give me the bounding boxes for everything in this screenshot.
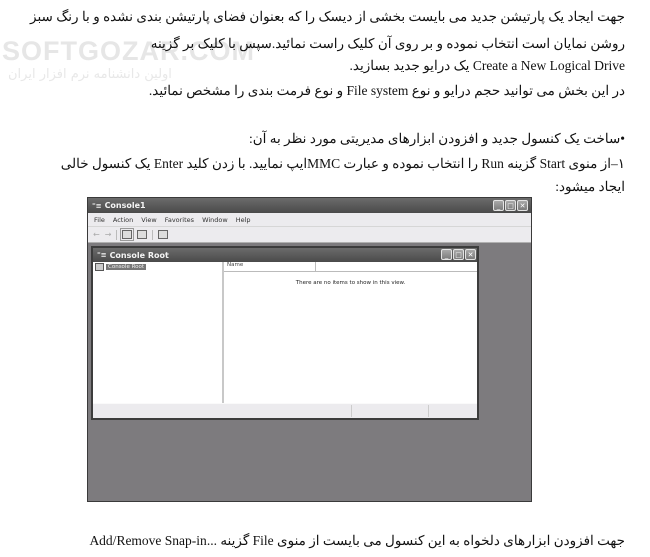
toolbar-separator: [116, 230, 117, 240]
maximize-button[interactable]: □: [505, 200, 516, 211]
toolbar-separator: [152, 230, 153, 240]
watermark-brand: SOFTGOZAR.COM: [2, 36, 255, 66]
console-root-titlebar: [93, 248, 477, 262]
toolbar: [88, 227, 531, 243]
status-divider: [351, 405, 352, 417]
details-pane: [224, 262, 477, 404]
paragraph-1-line-1: جهت ایجاد یک پارتیشن جدید می بایست بخشی از دیسک را که بعنوان فضای پارتیشن بندی نشده و با رنگ سبز: [30, 9, 625, 24]
forward-arrow-icon[interactable]: →: [104, 230, 112, 239]
paragraph-1-line-2: روشن نمایان است انتخاب نموده و بر روی آن کلیک راست نمائید.سپس با کلیک بر گزینه: [150, 36, 625, 51]
mmc-console-window: [87, 197, 532, 502]
status-divider: [428, 405, 429, 417]
column-header-empty[interactable]: [316, 262, 477, 271]
tree-item-console-root[interactable]: [95, 263, 222, 271]
paragraph-1-line-3: Create a New Logical Drive یک درایو جدید بسازید.: [349, 58, 625, 73]
paragraph-2: در این بخش می توانید حجم درایو و نوع File system و نوع فرمت بندی را مشخص نمائید.: [148, 83, 625, 98]
minimize-button[interactable]: _: [493, 200, 504, 211]
console-root-title: Console Root: [109, 250, 169, 260]
menu-help[interactable]: Help: [235, 215, 251, 224]
watermark-tagline: اولین دانشنامه نرم افزار ایران: [8, 67, 172, 82]
menu-window[interactable]: Window: [202, 215, 228, 224]
export-list-icon[interactable]: [137, 230, 147, 239]
show-hide-console-tree-icon[interactable]: [122, 230, 132, 239]
folder-icon: [95, 263, 104, 271]
step-1-line-2: ایجاد میشود:: [555, 179, 625, 194]
back-arrow-icon[interactable]: ←: [93, 230, 100, 239]
menu-file[interactable]: File: [94, 215, 105, 224]
close-button[interactable]: ✕: [517, 200, 528, 211]
console-tree-pane: [93, 262, 224, 404]
mmc-child-icon: ⁼≡: [97, 251, 107, 259]
step-1-line-1: ۱–از منوی Start گزینه Run را انتخاب نموده و عبارت MMCایپ نمایید. با زدن کلید Enter یک کنسول خالی: [60, 156, 625, 171]
window-title: Console1: [104, 201, 146, 210]
status-bar: [93, 403, 477, 418]
menu-favorites[interactable]: Favorites: [164, 215, 195, 224]
help-icon[interactable]: [158, 230, 168, 239]
console-titlebar: [88, 198, 531, 213]
footer-instruction: جهت افزودن ابزارهای دلخواه به این کنسول می بایست از منوی File گزینه ...Add/Remove Snap-in: [89, 533, 625, 548]
inner-window-controls: [441, 249, 476, 260]
column-header-row: [224, 262, 477, 272]
inner-minimize-button[interactable]: _: [441, 249, 452, 260]
section-heading: •ساخت یک کنسول جدید و افزودن ابزارهای مدیریتی مورد نظر به آن:: [249, 131, 625, 146]
tree-item-label: Console Root: [108, 264, 145, 270]
menu-bar: [88, 213, 531, 227]
mmc-app-icon: ⁼≡: [92, 201, 102, 210]
window-controls: [493, 200, 528, 211]
menu-action[interactable]: Action: [112, 215, 134, 224]
menu-view[interactable]: View: [141, 215, 157, 224]
console-root-window: [91, 246, 479, 420]
inner-maximize-button[interactable]: □: [453, 249, 464, 260]
empty-view-message: There are no items to show in this view.: [295, 280, 406, 286]
column-header-name[interactable]: Name: [224, 262, 316, 271]
inner-close-button[interactable]: ✕: [465, 249, 476, 260]
